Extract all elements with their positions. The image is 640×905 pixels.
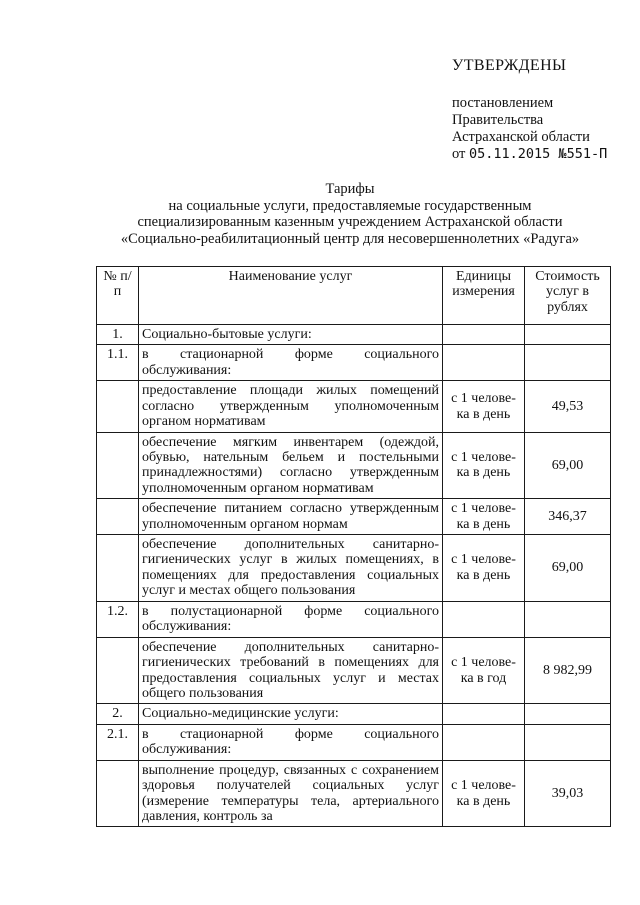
header-num: № п/п: [97, 267, 139, 325]
row-num: [97, 381, 139, 432]
table-row: [97, 601, 611, 637]
row-num: [97, 637, 139, 704]
approval-heading: УТВЕРЖДЕНЫ: [452, 57, 567, 74]
table-row: [97, 381, 611, 432]
title-line-2: на социальные услуги, предоставляемые государственным: [168, 197, 532, 214]
row-num: 1.2.: [97, 601, 139, 637]
row-price: [525, 345, 611, 381]
row-num: 1.1.: [97, 345, 139, 381]
table-row: [97, 325, 611, 345]
row-price: 69,00: [525, 535, 611, 602]
row-unit: [443, 325, 525, 345]
table-row: [97, 704, 611, 724]
row-name: обеспечение дополнительных санитарно-гигиенических услуг в жилых помещениях, в помещениях для предоставления социальных услуг и местах общего пользования: [139, 535, 443, 602]
title-line-1: Тарифы: [325, 181, 375, 197]
row-name: обеспечение дополнительных санитарно-гигиенических требований в помещениях для предоставления социальных услуг и местах общего пользования: [139, 637, 443, 704]
row-price: 8 982,99: [525, 637, 611, 704]
row-name: обеспечение питанием согласно утвержденным уполномоченным органом нормам: [139, 499, 443, 535]
row-price: [525, 724, 611, 760]
tariffs-table: [96, 266, 611, 827]
row-unit: [443, 345, 525, 381]
row-num: 2.1.: [97, 724, 139, 760]
row-name: Социально-медицинские услуги:: [139, 704, 443, 724]
header-price: Стоимость услуг в рублях: [525, 267, 611, 325]
row-unit: [443, 724, 525, 760]
table-row: [97, 535, 611, 602]
approval-date-prefix: от: [452, 146, 470, 162]
table-row: [97, 432, 611, 499]
row-name: обеспечение мягким инвентарем (одеждой, обувью, нательным бельем и постельными принадлежностями) согласно утвержденным уполномоченным органом нормативам: [139, 432, 443, 499]
row-price: [525, 325, 611, 345]
row-num: [97, 760, 139, 827]
row-price: 346,37: [525, 499, 611, 535]
row-num: 1.: [97, 325, 139, 345]
row-unit: с 1 челове-ка в день: [443, 432, 525, 499]
table-row: [97, 499, 611, 535]
table-header-row: [97, 267, 611, 325]
document-title: [100, 181, 600, 247]
header-name: Наименование услуг: [139, 267, 443, 325]
row-unit: с 1 челове-ка в день: [443, 535, 525, 602]
row-price: 69,00: [525, 432, 611, 499]
row-unit: [443, 601, 525, 637]
row-num: 2.: [97, 704, 139, 724]
row-price: [525, 704, 611, 724]
approval-line-decree: постановлением: [452, 95, 554, 111]
title-line-4: «Социально-реабилитационный центр для несовершеннолетних «Радуга»: [120, 230, 580, 247]
row-num: [97, 535, 139, 602]
header-unit: Единицы измерения: [443, 267, 525, 325]
row-price: 49,53: [525, 381, 611, 432]
table-row: [97, 345, 611, 381]
row-price: [525, 601, 611, 637]
row-name: предоставление площади жилых помещений согласно утвержденным уполномоченным органом нормативам: [139, 381, 443, 432]
row-unit: с 1 челове-ка в день: [443, 760, 525, 827]
row-name: Социально-бытовые услуги:: [139, 325, 443, 345]
row-price: 39,03: [525, 760, 611, 827]
row-name: в полустационарной форме социального обслуживания:: [139, 601, 443, 637]
row-name: в стационарной форме социального обслуживания:: [139, 724, 443, 760]
table-row: [97, 760, 611, 827]
row-unit: с 1 челове-ка в день: [443, 381, 525, 432]
row-unit: с 1 челове-ка в день: [443, 499, 525, 535]
table-row: [97, 637, 611, 704]
approval-date-value: 05.11.2015 №551-П: [469, 146, 608, 162]
approval-line-region: Астраханской области: [452, 129, 590, 145]
title-line-3: специализированным казенным учреждением Астраханской области: [137, 214, 563, 230]
row-num: [97, 499, 139, 535]
row-unit: [443, 704, 525, 724]
approval-line-date: [452, 146, 607, 162]
approval-line-government: Правительства: [452, 112, 544, 128]
row-unit: с 1 челове-ка в год: [443, 637, 525, 704]
row-name: выполнение процедур, связанных с сохранением здоровья получателей социальных услуг (измерение температуры тела, артериального давления, контроль за: [139, 760, 443, 827]
row-num: [97, 432, 139, 499]
row-name: в стационарной форме социального обслуживания:: [139, 345, 443, 381]
table-row: [97, 724, 611, 760]
